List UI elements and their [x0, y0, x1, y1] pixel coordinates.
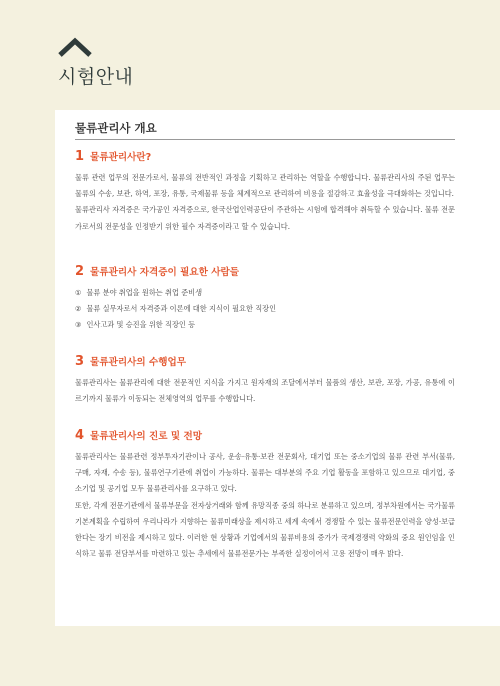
section-title: 물류관리사란? — [90, 152, 152, 163]
paragraph: 또한, 각계 전문기관에서 물류부문을 전자상거래와 함께 유망직종 중의 하나로 분류하고 있으며, 정부차원에서는 국가물류기본계획을 수립하여 우리나라가 지향하는 물류미래상을 제시하고 세계 속에서 경쟁할 수 있는 물류전문인력을 양성·보급한다는 장기 비전을 제시하고 있다. 이러한 현 상황과 기업에서의 물류비용의 증가가 국제경쟁력 약화의 중요 원인임을 인식하고 물류 전담부서를 마련하고 있는 추세에서 물류전문가는 부족한 실정이어서 고용 전망이 매우 밝다. — [75, 500, 455, 559]
section-what-is — [75, 149, 455, 235]
list-item-text: 물류 실무자로서 자격증과 이론에 대한 지식이 필요한 직장인 — [86, 304, 277, 313]
paragraph: 물류 관련 업무의 전문가로서, 물류의 전반적인 과정을 기획하고 관리하는 역할을 수행합니다. 물류관리사의 주된 업무는 물류의 수송, 보관, 하역, 포장, 유통, 국제물류 등을 체계적으로 관리하여 비용을 절감하고 효율성을 극대화하는 것입니다. — [75, 173, 455, 199]
paragraph: 물류관리사 자격증은 국가공인 자격증으로, 한국산업인력공단이 주관하는 시험에 합격해야 취득할 수 있습니다. 물류 전문가로서의 전문성을 인정받기 위한 필수 자격증이라고 할 수 있습니다. — [75, 205, 455, 231]
section-title: 물류관리사 자격증이 필요한 사람들 — [90, 267, 240, 278]
header-title: 시험안내 — [58, 66, 134, 88]
section-who-needs — [75, 264, 455, 333]
list-marker: ① — [75, 288, 82, 297]
title-divider — [75, 139, 455, 140]
section-career-outlook — [75, 428, 455, 562]
list-item — [75, 301, 455, 317]
section-title: 물류관리사의 수행업무 — [90, 357, 187, 368]
list-item-text: 물류 분야 취업을 원하는 취업 준비생 — [86, 288, 203, 297]
list-marker: ③ — [75, 320, 82, 329]
section-duties — [75, 354, 455, 407]
section-number: 2 — [75, 264, 85, 279]
chevron-up-icon — [57, 36, 93, 58]
section-number: 3 — [75, 354, 85, 369]
document-title: 물류관리사 개요 — [75, 121, 157, 135]
section-number: 1 — [75, 149, 85, 164]
list-item — [75, 285, 455, 301]
paragraph: 물류관리사는 물류관리에 대한 전문적인 지식을 가지고 원자재의 조달에서부터 물품의 생산, 보관, 포장, 가공, 유통에 이르기까지 물류가 이동되는 전체영역의 업무를 수행합니다. — [75, 378, 455, 404]
list-marker: ② — [75, 304, 82, 313]
page-header — [0, 0, 500, 94]
section-number: 4 — [75, 428, 85, 443]
list-item-text: 인사고과 및 승진을 위한 직장인 등 — [86, 320, 196, 329]
list-item — [75, 317, 455, 333]
section-title: 물류관리사의 진로 및 전망 — [90, 431, 203, 442]
paragraph: 물류관리사는 물류관련 정부투자기관이나 공사, 운송·유통·보관 전문회사, 대기업 또는 중소기업의 물류 관련 부서(물류, 구매, 자재, 수송 등), 물류연구기관에 취업이 가능하다. 물류는 대부분의 주요 기업 활동을 포함하고 있으므로 대기업, 중소기업 및 공기업 모두 물류관리사를 요구하고 있다. — [75, 452, 455, 494]
